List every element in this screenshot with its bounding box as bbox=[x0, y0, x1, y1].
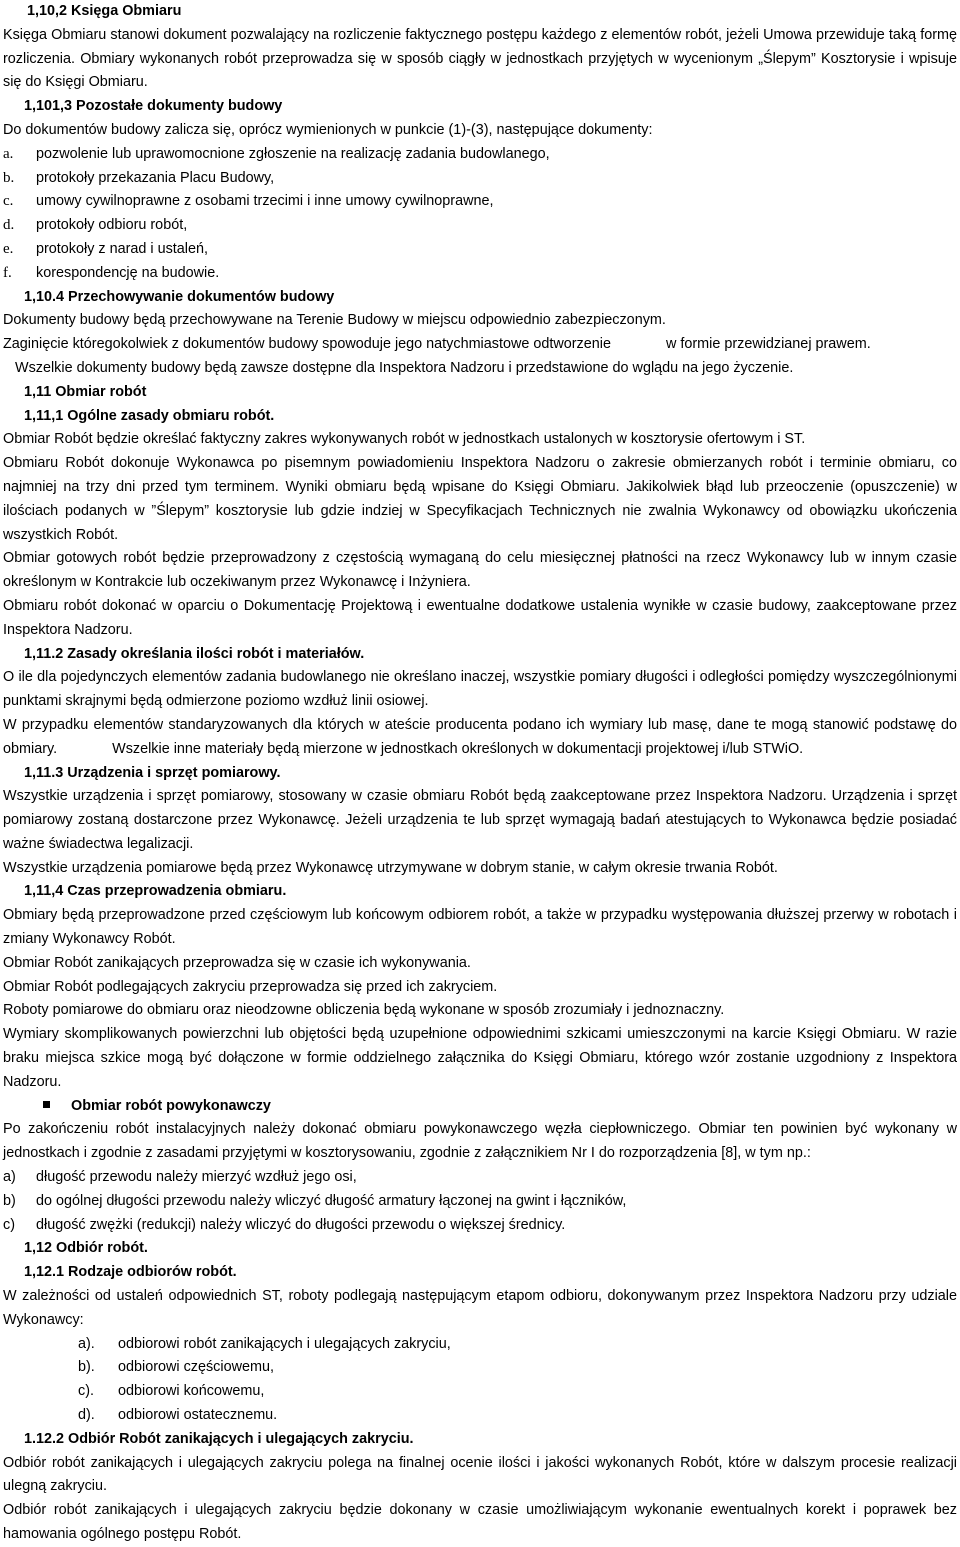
list-marker: b) bbox=[3, 1192, 16, 1209]
section-heading: 1,11.3 Urządzenia i sprzęt pomiarowy. bbox=[24, 764, 281, 781]
paragraph: Odbiór robót zanikających i ulegających zakryciu polega na finalnej ocenie ilości i jakości wykonanych Robót, które w dalszym procesie realizacji ulegną zakryciu. bbox=[3, 1454, 957, 1495]
paragraph: Obmiar Robót podlegających zakryciu przeprowadza się przed ich zakryciem. bbox=[3, 978, 498, 995]
section-heading: 1,101,3 Pozostałe dokumenty budowy bbox=[24, 98, 283, 115]
paragraph: Wszystkie urządzenia i sprzęt pomiarowy, stosowany w czasie obmiaru Robót będą zaakceptowane przez Inspektora Nadzoru. Urządzenia i sprzęt pomiarowy zostaną dostarczone przez Wykonawcę. Jeżeli urządzenia te lub sprzęt wymagają badań atestujących to Wykonawca będzie posiadać ważne świadectwa legalizacji. bbox=[3, 788, 957, 852]
list-text: pozwolenie lub uprawomocnione zgłoszenie na realizację zadania budowlanego, bbox=[36, 145, 550, 162]
paragraph-part: w formie przewidzianej prawem. bbox=[665, 336, 871, 353]
list-item bbox=[3, 167, 957, 191]
bullet-heading bbox=[3, 1095, 957, 1119]
list-text: długość przewodu należy mierzyć wzdłuż jego osi, bbox=[36, 1169, 357, 1186]
paragraph: Do dokumentów budowy zalicza się, oprócz wymienionych w punkcie (1)-(3), następujące dokumenty: bbox=[3, 121, 653, 138]
paragraph: Obmiar gotowych robót będzie przeprowadzony z częstością wymaganą do celu miesięcznej płatności na rzecz Wykonawcy lub w innym czasie określonym w Kontrakcie lub oczekiwanym przez Wykonawcę i Inżyniera. bbox=[3, 550, 957, 591]
section-heading: 1,11.2 Zasady określania ilości robót i materiałów. bbox=[24, 645, 365, 662]
paragraph-part: Wszelkie inne materiały będą mierzone w jednostkach określonych w dokumentacji projektowej i/lub STWiO. bbox=[112, 740, 804, 757]
list-item bbox=[3, 214, 957, 238]
paragraph-part: W przypadku elementów standaryzowanych dla których w ateście producenta podano ich wymiary lub masę, dane te mogą stanowić podstawę do obmiary. bbox=[3, 716, 957, 757]
section-heading: 1,12 Odbiór robót. bbox=[24, 1240, 148, 1257]
list-marker: d). bbox=[78, 1407, 95, 1424]
paragraph: Księga Obmiaru stanowi dokument pozwalający na rozliczenie faktycznego postępu każdego z elementów robót, jeżeli Umowa przewiduje taką formę rozliczenia. Obmiary wykonanych robót przeprowadza się w sposób ciągły w jednostkach przyjętych w wycenionym „Ślepym” Kosztorysie i wpisuje się do Księgi Obmiaru. bbox=[3, 26, 957, 91]
list-text: protokoły przekazania Placu Budowy, bbox=[36, 169, 275, 186]
list-item bbox=[3, 143, 957, 167]
paragraph bbox=[3, 714, 957, 762]
paragraph: O ile dla pojedynczych elementów zadania budowlanego nie określano inaczej, wszystkie pomiary długości i odległości pomiędzy wyszczególnionymi punktami skrajnymi będą odmierzone poziomo wzdłuż linii osiowej. bbox=[3, 669, 957, 710]
paragraph-part: Zaginięcie któregokolwiek z dokumentów budowy spowoduje jego natychmiastowe odtworzenie bbox=[3, 336, 611, 353]
list-item bbox=[3, 1166, 957, 1190]
list-marker: c) bbox=[3, 1216, 15, 1233]
section-heading: 1,10,2 Księga Obmiaru bbox=[27, 3, 182, 19]
list-text: odbiorowi ostatecznemu. bbox=[118, 1407, 278, 1424]
paragraph: Dokumenty budowy będą przechowywane na Terenie Budowy w miejscu odpowiednio zabezpieczonym. bbox=[3, 312, 666, 329]
paragraph: Obmiar Robót będzie określać faktyczny zakres wykonywanych robót w jednostkach ustalonych w kosztorysie ofertowym i ST. bbox=[3, 431, 806, 448]
paragraph: Odbiór robót zanikających i ulegających zakryciu będzie dokonany w czasie umożliwiającym wykonanie ewentualnych korekt i poprawek bez hamowania ogólnego postępu Robót. bbox=[3, 1502, 957, 1542]
paragraph: Wszystkie urządzenia pomiarowe będą przez Wykonawcę utrzymywane w dobrym stanie, w całym okresie trwania Robót. bbox=[3, 859, 778, 876]
paragraph: Po zakończeniu robót instalacyjnych należy dokonać obmiaru powykonawczego węzła ciepłowniczego. Obmiar ten powinien być wykonany w jednostkach i zgodnie z zasadami przyjętymi w kosztorysowaniu, zgodnie z załącznikiem Nr I do rozporządzenia [8], w tym np.: bbox=[3, 1121, 957, 1162]
list-marker: a) bbox=[3, 1169, 16, 1186]
list-text: korespondencję na budowie. bbox=[36, 264, 220, 281]
list-marker: a. bbox=[3, 145, 14, 162]
list-item bbox=[3, 1380, 957, 1404]
section-heading: 1,11,4 Czas przeprowadzenia obmiaru. bbox=[24, 883, 287, 900]
list-text: umowy cywilnoprawne z osobami trzecimi i inne umowy cywilnoprawne, bbox=[36, 193, 494, 210]
list-marker: e. bbox=[3, 240, 14, 257]
paragraph: Obmiaru Robót dokonuje Wykonawca po pisemnym powiadomieniu Inspektora Nadzoru o zakresie obmierzanych robót i terminie obmiaru, co najmniej na trzy dni przed tym terminem. Wyniki obmiaru będą wpisane do Księgi Obmiaru. Jakikolwiek błąd lub przeoczenie (opuszczenie) w ilościach podanych w ”Ślepym” kosztorysie lub gdzie indziej w Specyfikacjach Technicznych nie zwalnia Wykonawcy od obowiązku ukończenia wszystkich Robót. bbox=[3, 455, 957, 543]
list-item bbox=[3, 1404, 957, 1428]
paragraph: Wszelkie dokumenty budowy będą zawsze dostępne dla Inspektora Nadzoru i przedstawione do wglądu na jego życzenie. bbox=[15, 359, 794, 376]
paragraph: W zależności od ustaleń odpowiednich ST, roboty podlegają następującym etapom odbioru, dokonywanym przez Inspektora Nadzoru przy udziale Wykonawcy: bbox=[3, 1288, 957, 1328]
square-bullet-icon bbox=[43, 1101, 50, 1108]
list-text: odbiorowi końcowemu, bbox=[118, 1383, 265, 1400]
subsection-heading: 1,12.1 Rodzaje odbiorów robót. bbox=[24, 1264, 237, 1281]
list-text: protokoły odbioru robót, bbox=[36, 217, 188, 234]
list-text: odbiorowi robót zanikających i ulegających zakryciu, bbox=[118, 1335, 451, 1352]
list-text: protokoły z narad i ustaleń, bbox=[36, 240, 208, 257]
section-heading: 1,11 Obmiar robót bbox=[24, 383, 147, 400]
paragraph: Obmiary będą przeprowadzone przed częściowym lub końcowym odbiorem robót, a także w przypadku występowania dłuższej przerwy w robotach i zmiany Wykonawcy Robót. bbox=[3, 907, 957, 948]
list-marker: c). bbox=[78, 1383, 94, 1400]
list-text: do ogólnej długości przewodu należy wliczyć długość armatury łączonej na gwint i łączników, bbox=[36, 1192, 627, 1209]
list-item bbox=[3, 1356, 957, 1380]
list-marker: f. bbox=[3, 264, 12, 281]
list-item bbox=[3, 1214, 957, 1238]
list-item bbox=[3, 262, 957, 286]
paragraph bbox=[3, 333, 957, 357]
list-text: długość zwężki (redukcji) należy wliczyć do długości przewodu o większej średnicy. bbox=[36, 1216, 566, 1233]
list-marker: b). bbox=[78, 1359, 95, 1376]
list-marker: b. bbox=[3, 169, 15, 186]
subsection-heading: 1,11,1 Ogólne zasady obmiaru robót. bbox=[24, 407, 275, 424]
paragraph: Roboty pomiarowe do obmiaru oraz nieodzowne obliczenia będą wykonane w sposób zrozumiały i jednoznaczny. bbox=[3, 1002, 725, 1019]
list-item bbox=[3, 190, 957, 214]
section-heading: 1.12.2 Odbiór Robót zanikających i ulegających zakryciu. bbox=[24, 1430, 414, 1447]
paragraph: Obmiar Robót zanikających przeprowadza się w czasie ich wykonywania. bbox=[3, 954, 471, 971]
paragraph: Wymiary skomplikowanych powierzchni lub objętości będą uzupełnione odpowiednimi szkicami umieszczonymi na karcie Księgi Obmiaru. W razie braku miejsca szkice mogą być dołączone w formie oddzielnego załącznika do Księgi Obmiaru, którego wzór zostanie uzgodniony z Inspektora Nadzoru. bbox=[3, 1026, 957, 1090]
list-marker: a). bbox=[78, 1335, 95, 1352]
list-item bbox=[3, 238, 957, 262]
list-marker: c. bbox=[3, 193, 14, 210]
list-item bbox=[3, 1190, 957, 1214]
paragraph: Obmiaru robót dokonać w oparciu o Dokumentację Projektową i ewentualne dodatkowe ustalenia wynikłe w czasie budowy, zaakceptowane przez Inspektora Nadzoru. bbox=[3, 597, 957, 638]
bullet-heading-text: Obmiar robót powykonawczy bbox=[71, 1097, 271, 1114]
list-marker: d. bbox=[3, 217, 15, 234]
list-item bbox=[3, 1333, 957, 1357]
section-heading: 1,10.4 Przechowywanie dokumentów budowy bbox=[24, 288, 335, 305]
list-text: odbiorowi częściowemu, bbox=[118, 1359, 274, 1376]
